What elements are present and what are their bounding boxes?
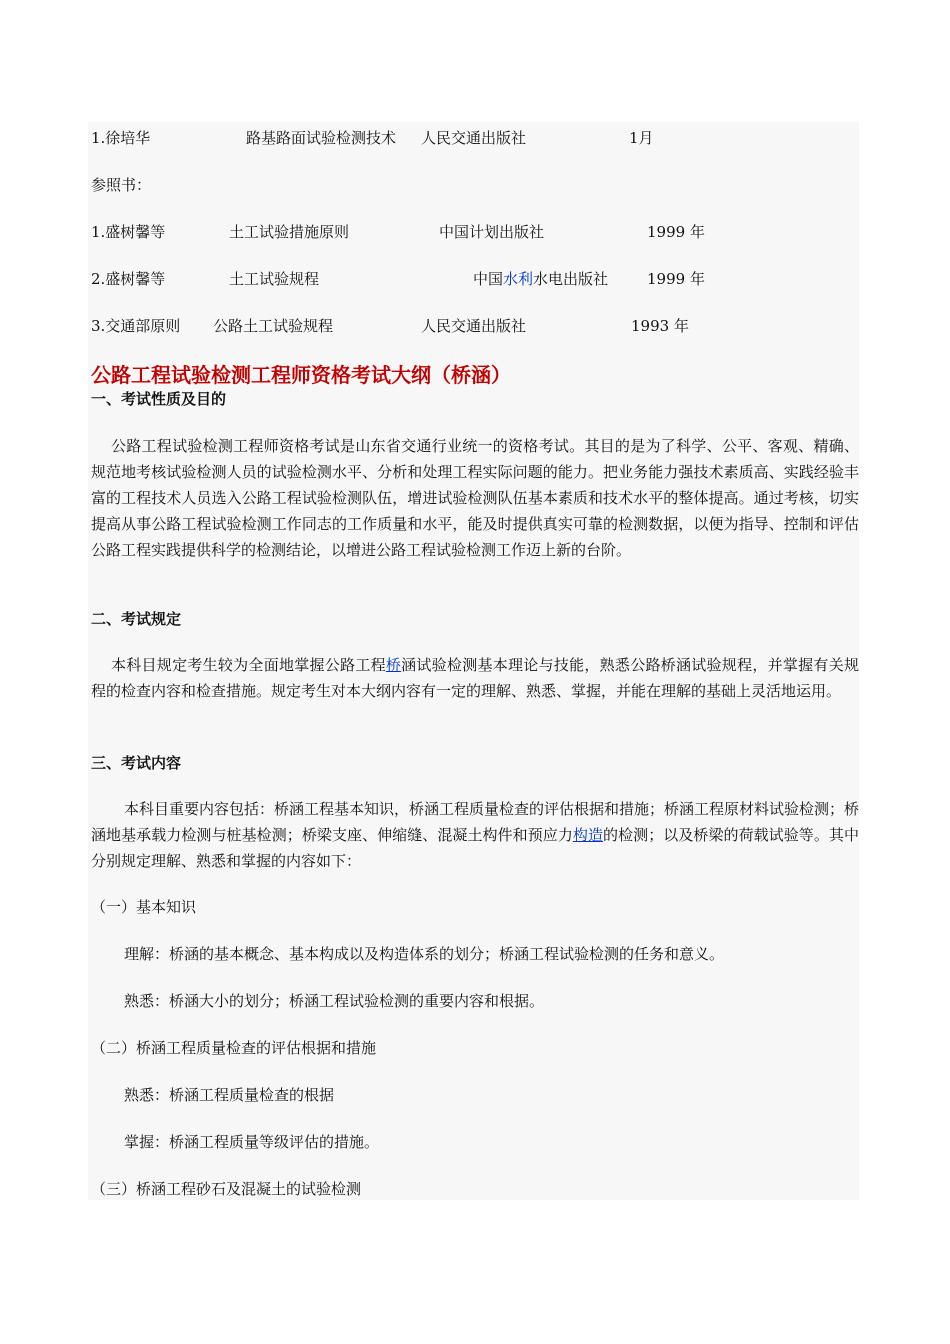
ref-author: 1.盛树馨等: [91, 223, 166, 241]
list-item: （二）桥涵工程质量检查的评估根据和措施: [91, 1039, 377, 1057]
ref-year: 1999 年: [647, 270, 705, 288]
paragraph-text: 本科目重要内容包括：桥涵工程基本知识，桥涵工程质量检查的评估根据和措施；桥涵工程原材料试验检测；桥涵地基承载力检测与桩基检测；桥梁支座、伸缩缝、混凝土构件和预应力: [91, 800, 860, 844]
ref-author: 3.交通部原则: [91, 317, 181, 335]
ref-publisher: 人民交通出版社: [421, 317, 527, 335]
inline-link[interactable]: 构造: [572, 826, 604, 844]
ref-publisher-part: 中国: [473, 270, 504, 288]
paragraph-text: 涵试验检测基本理论与技能，熟悉公路桥涵试验规程，并掌握有关规程的检查内容和检查措施。规定考生对本大纲内容有一定的理解、熟悉、掌握，并能在理解的基础上灵活地运用。: [91, 656, 859, 700]
main-title: 公路工程试验检测工程师资格考试大纲（桥涵）: [91, 363, 511, 387]
section-paragraph: [91, 652, 859, 704]
list-item: 掌握：桥涵工程质量等级评估的措施。: [124, 1133, 380, 1151]
paragraph-text: 本科目规定考生较为全面地掌握公路工程: [111, 656, 386, 674]
list-item: 熟悉：桥涵工程质量检查的根据: [124, 1086, 335, 1104]
section-paragraph: [91, 796, 859, 874]
ref-title: 土工试验措施原则: [229, 223, 350, 241]
ref-year: 1999 年: [647, 223, 705, 241]
ref-publisher-part: 水电出版社: [533, 270, 609, 288]
section-title: 一、考试性质及目的: [91, 390, 227, 408]
inline-link[interactable]: 桥: [385, 656, 402, 674]
refs-label: 参照书：: [91, 176, 152, 194]
textbook-publisher: 人民交通出版社: [421, 129, 527, 147]
ref-publisher: [473, 269, 608, 289]
textbook-date: 1月: [629, 129, 654, 147]
section-paragraph: 公路工程试验检测工程师资格考试是山东省交通行业统一的资格考试。其目的是为了科学、公平、客观、精确、规范地考核试验检测人员的试验检测水平、分析和处理工程实际问题的能力。把业务能力强技术素质高、实践经验丰富的工程技术人员选入公路工程试验检测队伍，增进试验检测队伍基本素质和技术水平的整体提高。通过考核，切实提高从事公路工程试验检测工作同志的工作质量和水平，能及时提供真实可靠的检测数据，以便为指导、控制和评估公路工程实践提供科学的检测结论，以增进公路工程试验检测工作迈上新的台阶。: [91, 437, 859, 559]
ref-title: 土工试验规程: [229, 270, 320, 288]
section-title: 二、考试规定: [91, 610, 182, 628]
ref-author: 2.盛树馨等: [91, 270, 166, 288]
textbook-number: 1.徐培华: [91, 129, 151, 147]
ref-year: 1993 年: [631, 317, 689, 335]
section-title: 三、考试内容: [91, 754, 182, 772]
ref-publisher-highlight: 水利: [503, 270, 534, 288]
document-page: [88, 122, 859, 1200]
list-item: 理解：桥涵的基本概念、基本构成以及构造体系的划分；桥涵工程试验检测的任务和意义。: [124, 945, 725, 963]
ref-publisher: 中国计划出版社: [439, 223, 545, 241]
list-item: （一）基本知识: [91, 898, 197, 916]
textbook-title: 路基路面试验检测技术: [246, 129, 397, 147]
list-item: （三）桥涵工程砂石及混凝土的试验检测: [91, 1180, 362, 1198]
ref-title: 公路土工试验规程: [213, 317, 334, 335]
list-item: 熟悉：桥涵大小的划分；桥涵工程试验检测的重要内容和根据。: [124, 992, 545, 1010]
paragraph-text: 的检测；以及桥梁的荷载试验等。其中分别规定理解、熟悉和掌握的内容如下：: [91, 826, 859, 870]
